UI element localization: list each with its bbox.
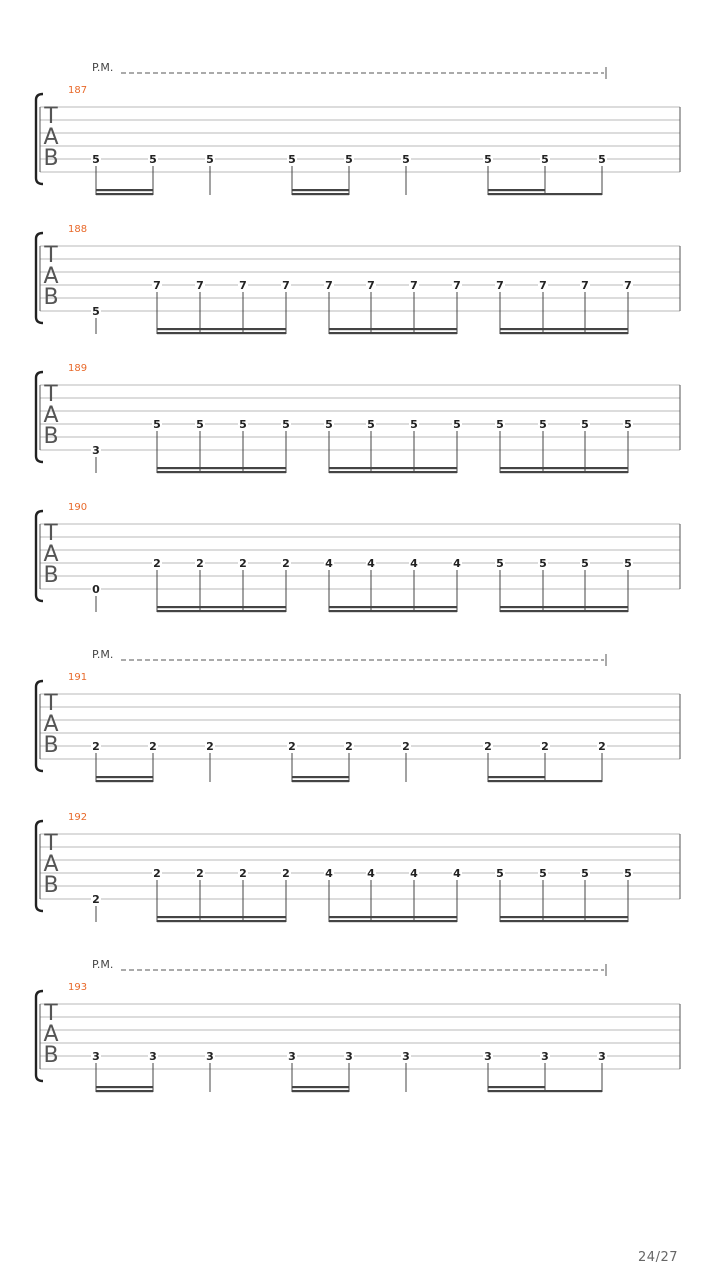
tab-clef-letter: T [44,104,58,129]
measure-number: 190 [68,502,88,513]
beam [157,920,286,922]
tab-clef-letter: A [43,264,59,289]
beam [500,916,628,918]
fret-number: 5 [484,153,492,166]
beam [292,1086,349,1088]
fret-number: 3 [345,1050,353,1063]
beam [329,328,457,330]
beam [329,467,457,469]
tab-clef-letter: T [44,521,58,546]
fret-number: 5 [196,418,204,431]
fret-number: 5 [453,418,461,431]
palm-mute-label: P.M. [92,648,114,661]
fret-number: 2 [153,867,161,880]
fret-number: 7 [581,279,589,292]
beam [488,1086,545,1088]
beam [157,606,286,608]
beam [96,1090,153,1092]
beam [292,776,349,778]
fret-number: 3 [288,1050,296,1063]
fret-number: 3 [484,1050,492,1063]
tab-clef-letter: T [44,831,58,856]
fret-number: 2 [196,557,204,570]
beam [96,776,153,778]
fret-number: 2 [541,740,549,753]
beam [157,332,286,334]
fret-number: 5 [367,418,375,431]
beam [488,780,602,782]
fret-number: 5 [541,153,549,166]
fret-number: 4 [410,557,418,570]
beam [329,920,457,922]
fret-number: 2 [402,740,410,753]
beam [500,332,628,334]
tab-clef-letter: B [43,1043,59,1068]
beam [500,610,628,612]
fret-number: 5 [624,418,632,431]
fret-number: 7 [239,279,247,292]
fret-number: 2 [206,740,214,753]
fret-number: 2 [239,867,247,880]
fret-number: 7 [282,279,290,292]
fret-number: 7 [367,279,375,292]
fret-number: 5 [598,153,606,166]
fret-number: 5 [539,418,547,431]
fret-number: 5 [325,418,333,431]
beam [292,780,349,782]
fret-number: 5 [288,153,296,166]
beam [292,189,349,191]
fret-number: 5 [410,418,418,431]
tab-clef-letter: A [43,852,59,877]
fret-number: 5 [496,557,504,570]
fret-number: 7 [196,279,204,292]
fret-number: 4 [325,557,333,570]
fret-number: 3 [541,1050,549,1063]
page-number: 24/27 [638,1250,678,1265]
fret-number: 7 [539,279,547,292]
fret-number: 4 [410,867,418,880]
beam [157,328,286,330]
fret-number: 2 [92,893,100,906]
fret-number: 4 [325,867,333,880]
measure-number: 192 [68,812,88,823]
fret-number: 2 [345,740,353,753]
measure-number: 188 [68,224,88,235]
fret-number: 5 [581,418,589,431]
fret-number: 5 [539,557,547,570]
beam [500,606,628,608]
fret-number: 7 [410,279,418,292]
fret-number: 7 [153,279,161,292]
beam [157,471,286,473]
tab-clef-letter: B [43,563,59,588]
fret-number: 3 [206,1050,214,1063]
fret-number: 3 [149,1050,157,1063]
tab-system [36,363,680,473]
fret-number: 4 [453,867,461,880]
beam [488,1090,602,1092]
tab-system [36,224,680,334]
beam [500,920,628,922]
fret-number: 5 [581,557,589,570]
beam [329,606,457,608]
tab-clef-letter: A [43,403,59,428]
tab-clef-letter: B [43,424,59,449]
tab-system [36,958,680,1092]
palm-mute-label: P.M. [92,958,114,971]
measure-number: 189 [68,363,88,374]
tab-system [36,648,680,782]
beam [329,471,457,473]
fret-number: 7 [453,279,461,292]
beam [96,193,153,195]
tab-clef-letter: B [43,733,59,758]
tab-clef-letter: T [44,243,58,268]
fret-number: 5 [624,557,632,570]
beam [96,189,153,191]
beam [96,1086,153,1088]
fret-number: 2 [92,740,100,753]
tab-clef-letter: T [44,1001,58,1026]
fret-number: 5 [624,867,632,880]
beam [157,610,286,612]
fret-number: 5 [239,418,247,431]
fret-number: 5 [206,153,214,166]
beam [96,780,153,782]
tab-clef-letter: A [43,542,59,567]
fret-number: 4 [367,557,375,570]
measure-number: 193 [68,982,88,993]
fret-number: 3 [92,1050,100,1063]
palm-mute-label: P.M. [92,61,114,74]
tab-clef-letter: B [43,285,59,310]
fret-number: 3 [92,444,100,457]
beam [500,328,628,330]
fret-number: 2 [288,740,296,753]
measure-number: 187 [68,85,88,96]
beam [329,916,457,918]
fret-number: 5 [345,153,353,166]
tab-clef-letter: A [43,125,59,150]
fret-number: 5 [92,305,100,318]
fret-number: 2 [598,740,606,753]
tab-clef-letter: T [44,691,58,716]
beam [488,193,602,195]
fret-number: 2 [153,557,161,570]
tab-clef-letter: A [43,1022,59,1047]
fret-number: 4 [367,867,375,880]
fret-number: 2 [239,557,247,570]
fret-number: 0 [92,583,100,596]
fret-number: 5 [153,418,161,431]
fret-number: 5 [149,153,157,166]
fret-number: 5 [92,153,100,166]
beam [292,1090,349,1092]
fret-number: 5 [496,418,504,431]
fret-number: 3 [598,1050,606,1063]
tab-clef-letter: T [44,382,58,407]
fret-number: 7 [496,279,504,292]
fret-number: 5 [581,867,589,880]
fret-number: 2 [282,867,290,880]
beam [488,776,545,778]
tab-clef-letter: B [43,146,59,171]
fret-number: 2 [196,867,204,880]
fret-number: 2 [149,740,157,753]
fret-number: 2 [282,557,290,570]
measure-number: 191 [68,672,88,683]
tab-system [36,61,680,195]
fret-number: 2 [484,740,492,753]
fret-number: 7 [325,279,333,292]
beam [500,471,628,473]
tab-system [36,502,680,612]
fret-number: 5 [282,418,290,431]
fret-number: 4 [453,557,461,570]
fret-number: 3 [402,1050,410,1063]
fret-number: 5 [539,867,547,880]
tab-system [36,812,680,922]
tab-clef-letter: B [43,873,59,898]
beam [157,467,286,469]
fret-number: 5 [496,867,504,880]
tab-clef-letter: A [43,712,59,737]
beam [500,467,628,469]
beam [329,332,457,334]
beam [329,610,457,612]
fret-number: 5 [402,153,410,166]
beam [488,189,545,191]
beam [157,916,286,918]
beam [292,193,349,195]
fret-number: 7 [624,279,632,292]
